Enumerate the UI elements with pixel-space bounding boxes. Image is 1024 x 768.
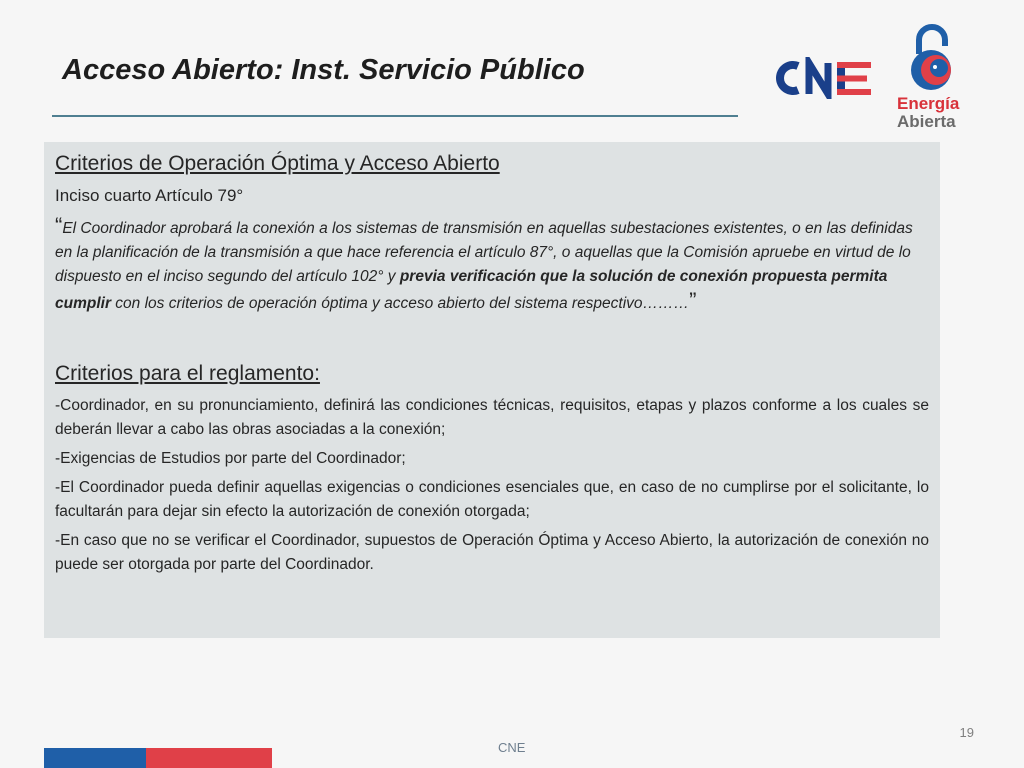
- section-heading-reglamento: Criterios para el reglamento:: [55, 362, 320, 385]
- cne-logo: [776, 57, 876, 99]
- title-divider: [52, 115, 738, 117]
- quote-open: “: [55, 213, 63, 238]
- footer-bar-blue: [44, 748, 146, 768]
- footer-bar-red: [146, 748, 272, 768]
- section-heading-criterios-operacion: Criterios de Operación Óptima y Acceso Abierto: [55, 152, 500, 175]
- abierta-label: Abierta: [897, 112, 956, 131]
- quote-text-1: El Coordinador aprobará la conexión a los sistemas de transmisión en aquellas subestaciones existentes, o en las definidas en la planificación de la transmisión a que hace referencia el artículo 87°, o aquellas que la Comisión apruebe en virtud de lo dispuesto en el inciso segundo del artículo 102° y: [55, 220, 913, 285]
- list-item: -Exigencias de Estudios por parte del Coordinador;: [55, 450, 406, 467]
- list-item: -El Coordinador pueda definir aquellas exigencias o condiciones esenciales que, en caso de no cumplirse por el solicitante, lo facultarán para dejar sin efecto la autorización de conexión otorgada;: [55, 479, 929, 520]
- energia-abierta-wordmark: [897, 95, 959, 131]
- footer-label: CNE: [498, 740, 526, 755]
- slide-title: Acceso Abierto: Inst. Servicio Público: [62, 54, 585, 86]
- list-item: -Coordinador, en su pronunciamiento, definirá las condiciones técnicas, requisitos, etapas y plazos conforme a los cuales se deberán llevar a cabo las obras asociadas a la conexión;: [55, 397, 929, 438]
- page-number: 19: [959, 725, 974, 740]
- content-box: [44, 142, 940, 638]
- article-reference: Inciso cuarto Artículo 79°: [55, 186, 244, 205]
- quote-close: ”: [689, 288, 697, 313]
- article-quote: [55, 214, 929, 316]
- energia-label: Energía: [897, 94, 960, 113]
- list-item: -En caso que no se verificar el Coordinador, supuestos de Operación Óptima y Acceso Abierto, la autorización de conexión no puede ser otorgada por parte del Coordinador.: [55, 532, 929, 573]
- quote-bold: previa verificación que la solución de conexión propuesta permita cumplir: [55, 268, 888, 312]
- quote-text-2: con los criterios de operación óptima y acceso abierto del sistema respectivo………: [110, 295, 690, 312]
